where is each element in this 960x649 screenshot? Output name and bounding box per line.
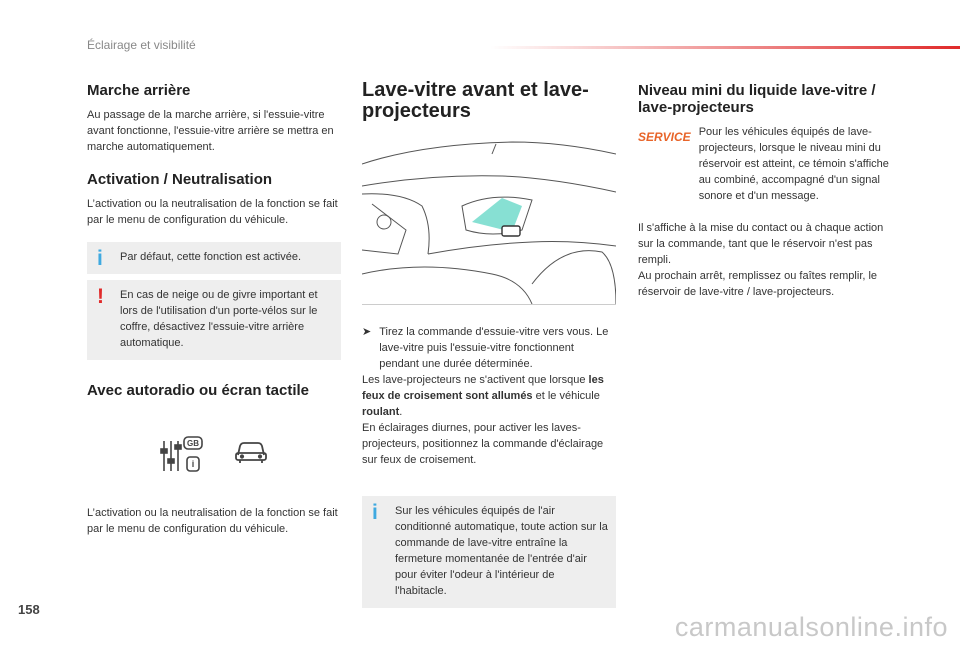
info-icon: i xyxy=(372,501,378,524)
audio-settings-icon xyxy=(160,435,206,475)
service-warning-icon: SERVICE xyxy=(638,130,691,144)
text-headlamp-washer: Les lave-projecteurs ne s'activent que lorsque les feux de croisement sont allumés et le véhicule roulant. xyxy=(362,374,604,418)
text-reverse: Au passage de la marche arrière, si l'essuie-vitre avant fonctionne, l'essuie-vitre arrière se mettra en marche automatiquement. xyxy=(87,109,334,153)
service-warning xyxy=(638,124,893,212)
headlamp-washer-icon xyxy=(502,226,520,236)
text-level-2: Au prochain arrêt, remplissez ou faîtes remplir, le réservoir de lave-vitre / lave-projecteurs. xyxy=(638,270,878,298)
car-front-illustration xyxy=(362,134,616,305)
car-icon xyxy=(234,435,268,465)
bullet-text: Tirez la commande d'essuie-vitre vers vous. Le lave-vitre puis l'essuie-vitre fonctionnent pendant une durée déterminée. xyxy=(379,326,609,370)
column-middle xyxy=(362,70,616,608)
text-audio: L’activation ou la neutralisation de la fonction se fait par le menu de configuration du véhicule. xyxy=(87,507,338,535)
gb-label: GB xyxy=(187,439,199,448)
bullet-arrow-icon: ➤ xyxy=(362,326,372,338)
page-number: 158 xyxy=(18,602,40,617)
info-note-text: Par défaut, cette fonction est activée. xyxy=(120,251,301,263)
heading-activation: Activation / Neutralisation xyxy=(87,171,273,188)
heading-audio: Avec autoradio ou écran tactile xyxy=(87,382,310,399)
watermark: carmanualsonline.info xyxy=(674,612,948,642)
warning-icon: ! xyxy=(97,285,104,308)
warning-note xyxy=(87,280,341,360)
column-left xyxy=(87,70,341,545)
audio-icons xyxy=(87,435,341,475)
text-level-1: Il s'affiche à la mise du contact ou à chaque action sur la commande, tant que le réservoir n'est pas rempli. xyxy=(638,222,884,266)
text-activation: L’activation ou la neutralisation de la fonction se fait par le menu de configuration du véhicule. xyxy=(87,198,338,226)
header-rule xyxy=(490,46,960,49)
column-right xyxy=(638,70,893,308)
info-note-aircon xyxy=(362,496,616,608)
heading-front-washer: Lave-vitre avant et lave-projecteurs xyxy=(362,79,589,122)
warning-note-text: En cas de neige ou de givre important et lors de l'utilisation d'un porte-vélos sur le coffre, désactivez l'essuie-vitre arrière automatique. xyxy=(120,289,318,349)
bullet-instruction xyxy=(362,324,616,372)
section-title: Éclairage et visibilité xyxy=(87,38,196,52)
i-label: i xyxy=(191,459,195,469)
info-note xyxy=(87,242,341,274)
heading-reverse: Marche arrière xyxy=(87,82,191,99)
text-daytime-lights: En éclairages diurnes, pour activer les laves-projecteurs, positionnez la commande d'éclairage sur feux de croisement. xyxy=(362,422,604,466)
info-note-aircon-text: Sur les véhicules équipés de l'air conditionné automatique, toute action sur la commande de lave-vitre entraîne la fermeture momentanée de l'entrée d'air pour éviter l'odeur à l'intérieur de l'habitacle. xyxy=(395,505,608,597)
info-icon: i xyxy=(97,247,103,270)
heading-washer-level: Niveau mini du liquide lave-vitre / lave-projecteurs xyxy=(638,82,876,116)
text-service: Pour les véhicules équipés de lave-projecteurs, lorsque le niveau mini du réservoir est atteint, ce témoin s'affiche au combiné, accompagné d'un signal sonore et d'un message. xyxy=(698,126,889,202)
